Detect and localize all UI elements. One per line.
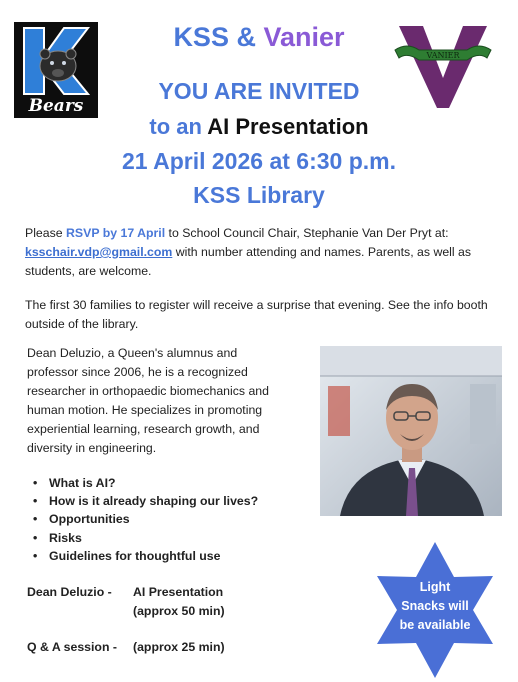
snacks-star-text (365, 578, 505, 635)
speaker-bio: Dean Deluzio, a Queen's alumnus and professor since 2006, he is a recognized researcher in orthopaedic biomechanics and human motion. He specializes in promoting experiential learning, research growth, and diversity in engineering. (27, 346, 269, 455)
invite-heading: YOU ARE INVITED (158, 78, 360, 104)
rsvp-post-text: with number attending and names. Parents, as well as students, are welcome. (25, 245, 472, 278)
rsvp-pre-text: Please (25, 226, 67, 240)
topic-list (33, 474, 258, 565)
title-amp: & (228, 22, 264, 52)
rsvp-paragraph (25, 224, 505, 281)
title-school-kss: KSS (173, 22, 229, 52)
v-logo-banner: VANIER (426, 51, 460, 60)
families-paragraph: The first 30 families to register will receive a surprise that evening. See the info booth outside of the library. (25, 298, 488, 331)
speaker-photo (320, 346, 502, 516)
list-item: • Risks (33, 529, 258, 547)
schedule-presentation-duration: (approx 50 min) (133, 604, 225, 618)
rsvp-mid-text: to School Council Chair, Stephanie Van Der Pryt at: (165, 226, 449, 240)
snacks-line: be available (399, 618, 471, 632)
list-item: • What is AI? (33, 474, 258, 492)
title-schools (0, 22, 518, 53)
list-item: • How is it already shaping our lives? (33, 492, 258, 510)
presentation-heading (0, 114, 518, 140)
rsvp-email-link[interactable]: ksschair.vdp@gmail.com (25, 245, 173, 259)
schedule-presentation-title: AI Presentation (133, 585, 224, 599)
snacks-line: Light (419, 580, 451, 594)
presentation-prefix: to an (149, 114, 208, 139)
schedule-qa-name: Q & A session - (27, 640, 117, 654)
schedule-qa-duration: (approx 25 min) (133, 640, 225, 654)
date-heading: 21 April 2026 at 6:30 p.m. (121, 148, 396, 174)
k-logo-wordmark: Bears (28, 96, 84, 116)
presentation-main: AI Presentation (207, 114, 369, 139)
rsvp-deadline: RSVP by 17 April (66, 226, 166, 240)
title-school-vanier: Vanier (263, 22, 345, 52)
snacks-line: Snacks will (401, 599, 469, 613)
list-item: • Opportunities (33, 510, 258, 528)
venue-heading: KSS Library (193, 182, 325, 208)
schedule-speaker-name: Dean Deluzio - (27, 585, 112, 599)
list-item: • Guidelines for thoughtful use (33, 547, 258, 565)
